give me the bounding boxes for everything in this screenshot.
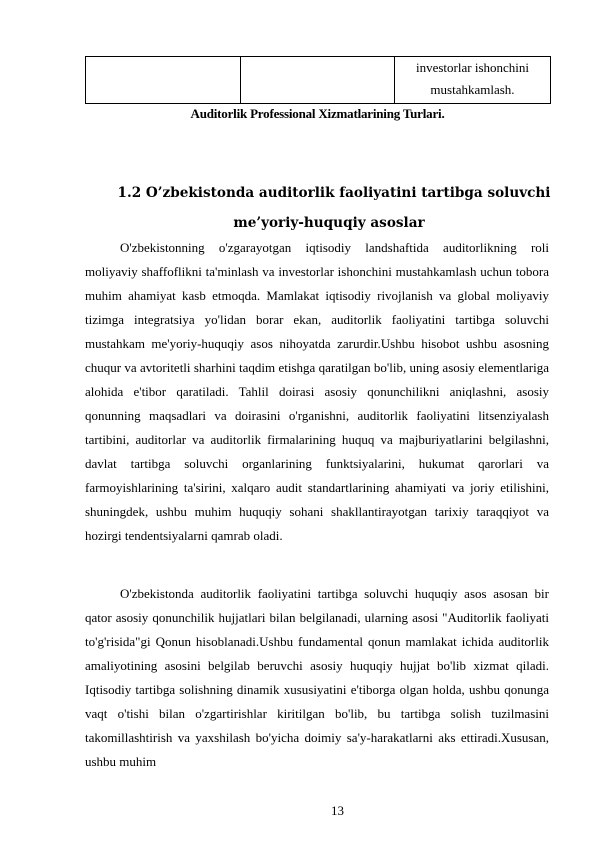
paragraph-2: O'zbekistonda auditorlik faoliyatini tartibga soluvchi huquqiy asos asosan bir qator asosiy qonunchilik hujjatlari bilan belgilanadi, ularning asosi "Auditorlik faoliyati to'g'risida"gi Qonun hisoblanadi.Ushbu fundamental qonun mamlakat ichida auditorlik amaliyotining asosini belgilab beruvchi asosiy huquqiy hujjat bo'lib xizmat qiladi. Iqtisodiy tartibga solishning dinamik xususiyatini e'tiborga olgan holda, ushbu qonunga vaqt o'tishi bilan o'zgartirishlar kiritilgan bo'lib, bu tartibga solish tuzilmasini takomillashtirish va yaxshilash bo'yicha doimiy sa'y-harakatlarni aks ettiradi.Xususan, ushbu muhim [85,586,549,769]
section-heading [85,178,565,238]
table-cell-empty-1 [86,57,241,104]
table-row [86,57,551,104]
paragraph-1-container [85,236,549,548]
table-cell-text [395,57,551,104]
section-heading-line-1: 1.2 O’zbekistonda auditorlik faoliyatini tartibga soluvchi [117,185,551,201]
section-heading-line-2: me’yoriy-huquqiy asoslar [233,215,425,231]
table-cell-line-2: mustahkamlash. [430,82,515,97]
table-cell-empty-2 [241,57,395,104]
page-number: 13 [331,803,344,818]
paragraph-2-container [85,582,549,774]
paragraph-1: O'zbekistonning o'zgarayotgan iqtisodiy landshaftida auditorlikning roli moliyaviy shaffoflikni ta'minlash va investorlar ishonchini mustahkamlash uchun tobora muhim ahamiyat kasb etmoqda. Mamlakat iqtisodiy rivojlanish va global moliyaviy tizimga integratsiya yo'lidan borar ekan, auditorlik faoliyatini tartibga soluvchi mustahkam me'yoriy-huquqiy asos nihoyatda zarurdir.Ushbu hisobot ushbu asosning chuqur va avtoritetli sharhini taqdim etishga qaratilgan bo'lib, uning asosiy elementlariga alohida e'tibor qaratiladi. Tahlil doirasi asosiy qonunchilikni aniqlashni, asosiy qonunning maqsadlari va doirasini o'rganishni, auditorlik faoliyatini litsenziyalash tartibini, auditorlar va auditorlik firmalarining huquq va majburiyatlarini belgilashni, davlat tartibga soluvchi organlarining funktsiyalarini, hukumat qarorlari va farmoyishlarining ta'sirini, xalqaro audit standartlarining ahamiyati va joriy etilishini, shuningdek, ushbu muhim huquqiy sohani shakllantirayotgan tarixiy taraqqiyot va hozirgi tendentsiyalarni qamrab oladi. [85,240,549,543]
table-cell-line-1: investorlar ishonchini [415,60,529,75]
table-caption: Auditorlik Professional Xizmatlarining Turlari. [190,106,445,121]
top-table [85,56,551,104]
